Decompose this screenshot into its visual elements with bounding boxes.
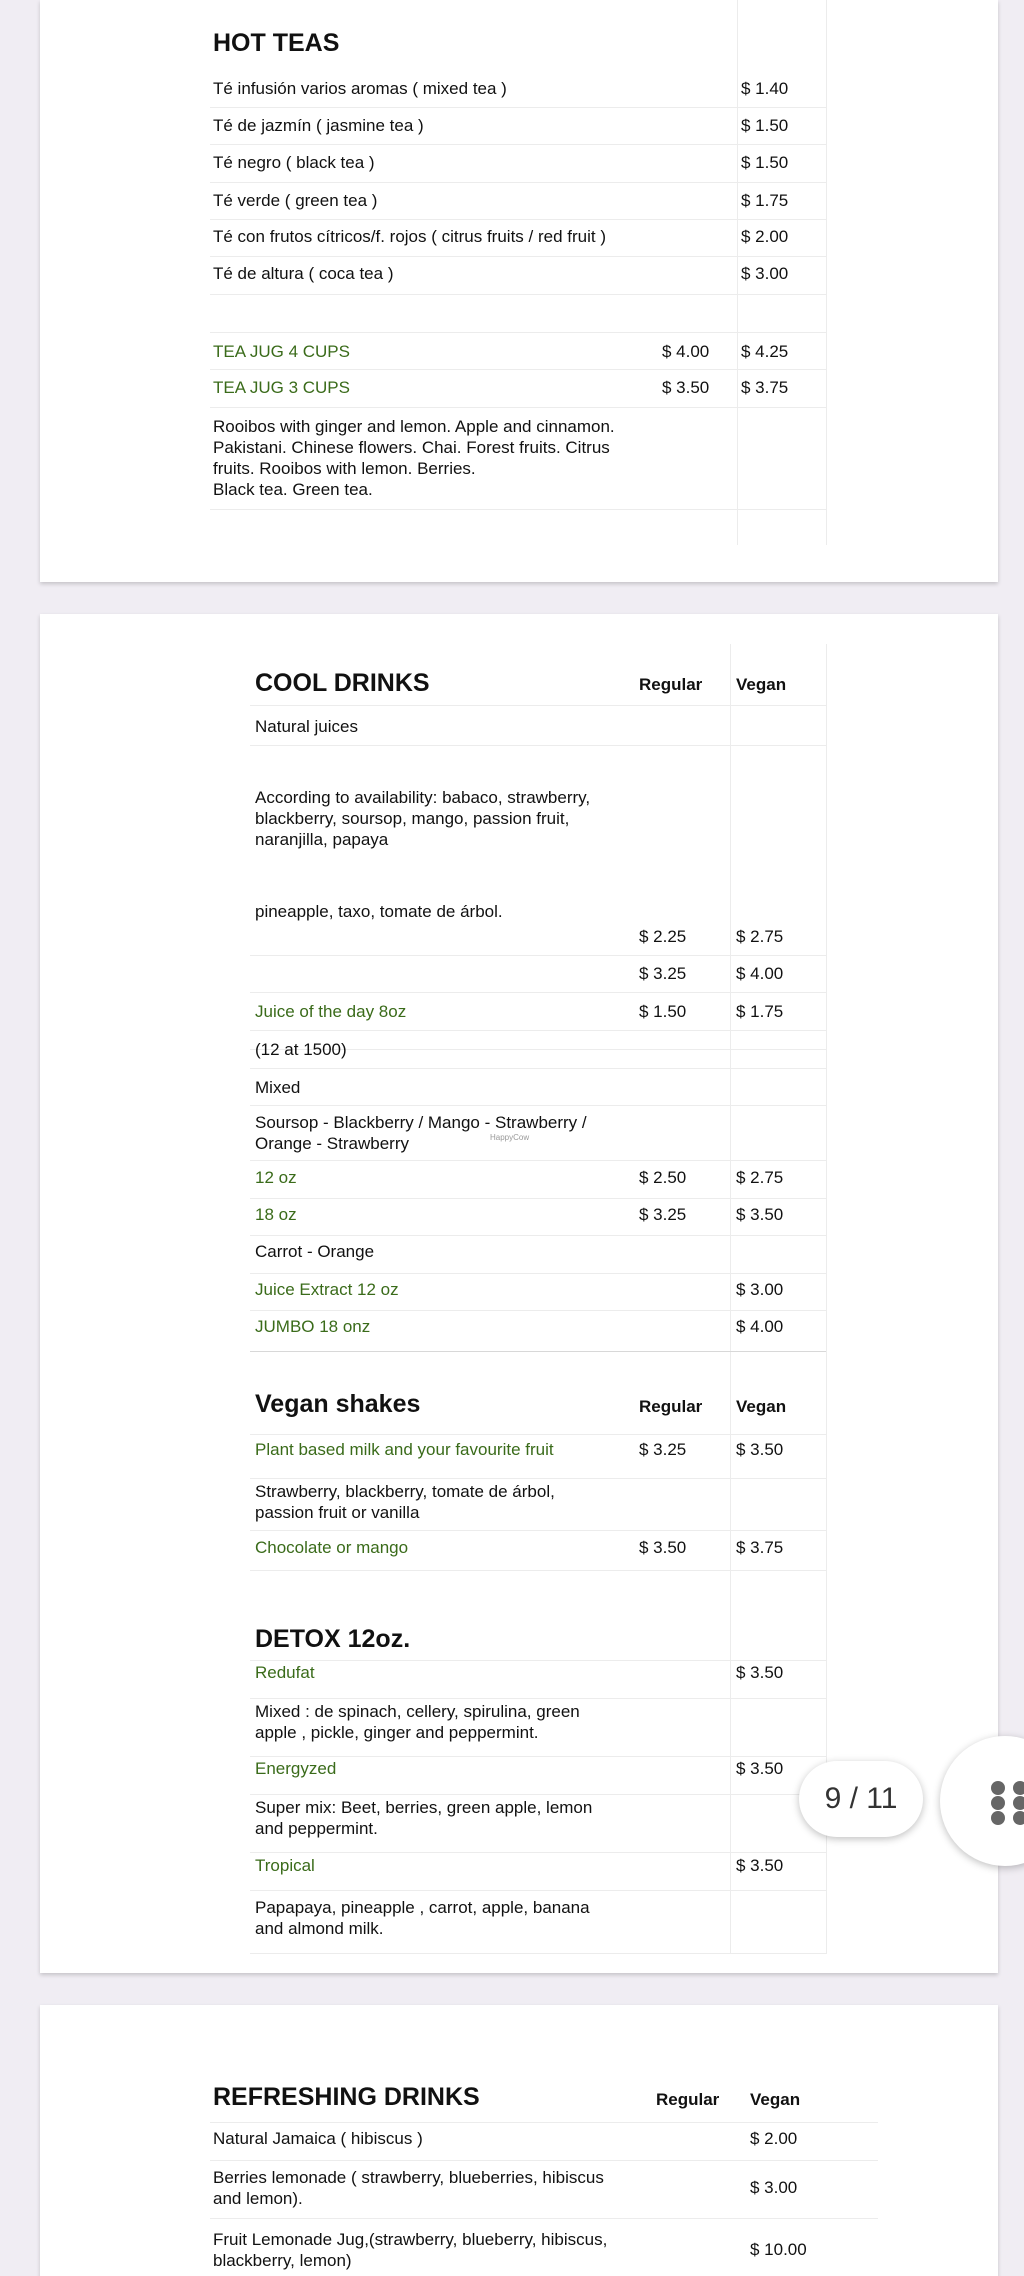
item-price-vegan: $ 3.50	[736, 1205, 784, 1224]
item-price-regular: $ 3.25	[639, 1440, 687, 1459]
table-row	[250, 1435, 826, 1479]
item-name: Natural juices	[255, 717, 358, 736]
item-note: (12 at 1500)	[255, 1040, 347, 1059]
page-indicator[interactable]	[799, 1761, 923, 1837]
item-price-regular: $ 1.50	[639, 1002, 687, 1021]
table-row	[210, 370, 826, 408]
item-price-regular: $ 3.25	[639, 1205, 687, 1224]
table-row	[210, 220, 826, 257]
item-price-regular: $ 2.25	[639, 927, 687, 946]
item-price-vegan: $ 3.00	[750, 2178, 798, 2197]
vegan-shakes-title: Vegan shakes	[255, 1390, 421, 1418]
item-name: Té infusión varios aromas ( mixed tea )	[213, 79, 507, 98]
item-name: Chocolate or mango	[255, 1538, 409, 1557]
table-row	[210, 2219, 878, 2276]
item-desc: Papapaya, pineapple , carrot, apple, banana and almond milk.	[255, 1898, 590, 1938]
item-name: Té de jazmín ( jasmine tea )	[213, 116, 424, 135]
item-desc: pineapple, taxo, tomate de árbol.	[255, 902, 503, 921]
item-name: TEA JUG 4 CUPS	[213, 342, 350, 361]
hot-teas-title: HOT TEAS	[213, 29, 340, 57]
item-desc: Super mix: Beet, berries, green apple, lemon and peppermint.	[255, 1798, 593, 1838]
item-desc: Mixed : de spinach, cellery, spirulina, green apple , pickle, ginger and peppermint.	[255, 1702, 580, 1742]
table-row	[250, 918, 826, 956]
table-row	[210, 183, 826, 220]
item-name: Carrot - Orange	[255, 1242, 375, 1261]
table-row	[250, 1106, 826, 1161]
table-row	[210, 257, 826, 295]
item-desc: Strawberry, blackberry, tomate de árbol, passion fruit or vanilla	[255, 1482, 555, 1522]
table-row	[250, 1199, 826, 1236]
item-price-vegan: $ 2.00	[750, 2129, 798, 2148]
table-row	[250, 1274, 826, 1311]
col-vegan: Vegan	[750, 2090, 801, 2109]
item-name: Redufat	[255, 1663, 315, 1682]
item-name: Juice of the day 8oz	[255, 1002, 407, 1021]
item-name: Fruit Lemonade Jug,(strawberry, blueberry, hibiscus, blackberry, lemon)	[213, 2230, 608, 2270]
item-price-vegan: $ 1.75	[736, 1002, 784, 1021]
item-price-regular: $ 4.00	[662, 342, 710, 361]
item-price-vegan: $ 3.00	[736, 1280, 784, 1299]
watermark: HappyCow	[490, 1133, 530, 1142]
item-desc: Soursop - Blackberry / Mango - Strawberry / Orange - Strawberry	[255, 1113, 587, 1153]
item-price-regular: $ 2.50	[639, 1168, 687, 1187]
table-row	[250, 1479, 826, 1531]
table-row	[250, 1352, 826, 1435]
item-price: $ 1.50	[741, 116, 789, 135]
table-row	[250, 706, 826, 746]
item-price-vegan: $ 10.00	[750, 2240, 807, 2259]
table-row	[210, 2123, 878, 2161]
table-row	[250, 993, 826, 1031]
item-price-vegan: $ 3.50	[736, 1440, 784, 1459]
table-row	[210, 70, 826, 108]
item-name: Juice Extract 12 oz	[255, 1280, 399, 1299]
item-price: $ 3.00	[741, 264, 789, 283]
item-price-vegan: $ 4.00	[736, 1317, 784, 1336]
item-name: Tropical	[255, 1856, 315, 1875]
item-price: $ 1.40	[741, 79, 789, 98]
table-row	[250, 1699, 826, 1757]
col-vegan: Vegan	[736, 675, 787, 694]
table-row	[210, 2161, 878, 2219]
table-row	[210, 108, 826, 145]
table-row	[250, 1891, 826, 1954]
item-name: Té con frutos cítricos/f. rojos ( citrus fruits / red fruit )	[213, 227, 606, 246]
item-name: Té de altura ( coca tea )	[213, 264, 394, 283]
table-row	[250, 1236, 826, 1274]
table-row	[250, 1031, 826, 1069]
item-name: Natural Jamaica ( hibiscus )	[213, 2129, 423, 2148]
item-name: Mixed	[255, 1078, 301, 1097]
item-name: Berries lemonade ( strawberry, blueberries, hibiscus and lemon).	[213, 2168, 604, 2208]
column-divider	[826, 644, 827, 1954]
table-row	[250, 1161, 826, 1199]
col-regular: Regular	[639, 675, 703, 694]
table-row	[250, 1069, 826, 1106]
table-row	[250, 956, 826, 993]
table-row	[250, 1311, 826, 1352]
item-name: 12 oz	[255, 1168, 297, 1187]
item-name: JUMBO 18 onz	[255, 1317, 371, 1336]
table-row	[250, 1757, 826, 1795]
item-price-vegan: $ 3.75	[741, 378, 789, 397]
tea-flavors: Rooibos with ginger and lemon. Apple and cinnamon. Pakistani. Chinese flowers. Chai. Forest fruits. Citrus fruits. Rooibos with lemon. Berries. Black tea. Green tea.	[213, 417, 615, 499]
item-price-vegan: $ 4.00	[736, 964, 784, 983]
table-row	[250, 1853, 826, 1891]
page-indicator-label: 9 / 11	[824, 1782, 898, 1815]
menu-page-3	[40, 2005, 998, 2276]
table-row	[250, 1795, 826, 1853]
item-price: $ 1.50	[741, 153, 789, 172]
item-price: $ 2.00	[741, 227, 789, 246]
item-price-regular: $ 3.25	[639, 964, 687, 983]
table-row	[250, 1531, 826, 1571]
table-row	[210, 295, 826, 333]
item-price-vegan: $ 3.75	[736, 1538, 784, 1557]
table-row	[210, 145, 826, 183]
col-regular: Regular	[656, 2090, 720, 2109]
item-price: $ 1.75	[741, 191, 789, 210]
item-price-regular: $ 3.50	[639, 1538, 687, 1557]
item-name: Plant based milk and your favourite fruit	[255, 1440, 554, 1459]
item-price-vegan: $ 2.75	[736, 1168, 784, 1187]
menu-page-1	[40, 0, 998, 582]
item-name: TEA JUG 3 CUPS	[213, 378, 350, 397]
table-row	[210, 2005, 878, 2123]
col-regular: Regular	[639, 1397, 703, 1416]
table-row	[250, 1661, 826, 1699]
item-price-vegan: $ 4.25	[741, 342, 789, 361]
item-name: Energyzed	[255, 1759, 337, 1778]
item-name: Té verde ( green tea )	[213, 191, 378, 210]
refreshing-title: REFRESHING DRINKS	[213, 2083, 480, 2111]
item-price-vegan: $ 3.50	[736, 1856, 784, 1875]
detox-title: DETOX 12oz.	[255, 1625, 411, 1653]
column-divider	[826, 0, 827, 545]
table-row	[250, 644, 826, 706]
item-name: Té negro ( black tea )	[213, 153, 375, 172]
item-desc: According to availability: babaco, strawberry, blackberry, soursop, mango, passion fruit, naranjilla, papaya	[255, 788, 591, 849]
table-row	[210, 333, 826, 370]
table-row	[210, 408, 826, 510]
item-price-regular: $ 3.50	[662, 378, 710, 397]
col-vegan: Vegan	[736, 1397, 787, 1416]
item-price-vegan: $ 3.50	[736, 1759, 784, 1778]
table-row	[250, 1571, 826, 1661]
item-price-vegan: $ 2.75	[736, 927, 784, 946]
item-price-vegan: $ 3.50	[736, 1663, 784, 1682]
cool-drinks-title: COOL DRINKS	[255, 669, 430, 697]
item-name: 18 oz	[255, 1205, 297, 1224]
